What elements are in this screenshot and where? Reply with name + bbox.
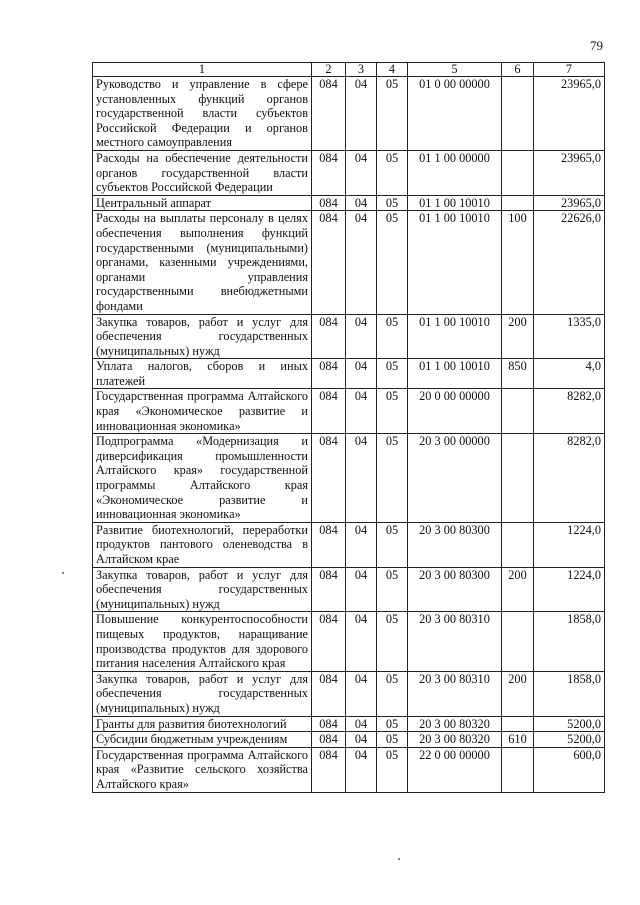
scan-speck: [398, 858, 400, 860]
row-name-cell: Гранты для развития биотехнологий: [93, 716, 312, 732]
table-row: [93, 195, 605, 211]
row-value-cell: 1858,0: [534, 612, 605, 671]
row-value-cell: [502, 77, 534, 151]
row-name-cell: Центральный аппарат: [93, 195, 312, 211]
row-value-cell: 084: [312, 567, 346, 612]
table-row: [93, 716, 605, 732]
row-value-cell: 084: [312, 747, 346, 792]
row-value-cell: 01 1 00 10010: [408, 211, 502, 314]
row-value-cell: 20 3 00 80320: [408, 732, 502, 748]
row-value-cell: 084: [312, 732, 346, 748]
row-value-cell: 084: [312, 314, 346, 359]
row-value-cell: 05: [377, 522, 408, 567]
table-row: [93, 732, 605, 748]
row-name-cell: Государственная программа Алтайского края «Экономическое развитие и инновационная экономика»: [93, 389, 312, 434]
row-value-cell: 04: [346, 434, 377, 523]
row-value-cell: 8282,0: [534, 434, 605, 523]
row-value-cell: 20 3 00 80310: [408, 612, 502, 671]
row-name-cell: Закупка товаров, работ и услуг для обеспечения государственных (муниципальных) нужд: [93, 314, 312, 359]
row-value-cell: 22 0 00 00000: [408, 747, 502, 792]
row-value-cell: 05: [377, 150, 408, 195]
row-value-cell: 01 1 00 10010: [408, 314, 502, 359]
row-value-cell: 04: [346, 314, 377, 359]
table-row: [93, 389, 605, 434]
row-value-cell: 20 3 00 80300: [408, 522, 502, 567]
row-value-cell: 8282,0: [534, 389, 605, 434]
row-value-cell: 100: [502, 211, 534, 314]
table-row: [93, 314, 605, 359]
column-header: 7: [534, 63, 605, 77]
row-value-cell: 04: [346, 389, 377, 434]
row-value-cell: 200: [502, 671, 534, 716]
row-value-cell: 084: [312, 716, 346, 732]
column-header: 6: [502, 63, 534, 77]
column-header: 1: [93, 63, 312, 77]
row-value-cell: 084: [312, 359, 346, 389]
row-value-cell: 20 3 00 80320: [408, 716, 502, 732]
row-value-cell: 084: [312, 434, 346, 523]
row-value-cell: 20 3 00 80300: [408, 567, 502, 612]
row-value-cell: 04: [346, 211, 377, 314]
row-value-cell: 05: [377, 314, 408, 359]
row-value-cell: 05: [377, 77, 408, 151]
row-name-cell: Подпрограмма «Модернизация и диверсификация промышленности Алтайского края» государственной программы Алтайского края «Экономическое развитие и инновационная экономика»: [93, 434, 312, 523]
row-value-cell: 1335,0: [534, 314, 605, 359]
row-value-cell: [502, 612, 534, 671]
row-value-cell: 1224,0: [534, 522, 605, 567]
row-name-cell: Развитие биотехнологий, переработки продуктов пантового оленеводства в Алтайском крае: [93, 522, 312, 567]
row-value-cell: 04: [346, 612, 377, 671]
row-value-cell: 200: [502, 314, 534, 359]
table-row: [93, 211, 605, 314]
row-value-cell: [502, 747, 534, 792]
row-value-cell: 1224,0: [534, 567, 605, 612]
row-value-cell: 4,0: [534, 359, 605, 389]
row-value-cell: 01 0 00 00000: [408, 77, 502, 151]
row-name-cell: Расходы на выплаты персоналу в целях обеспечения выполнения функций государственными (муниципальными) органами, казенными учреждениями, органами управления государственными внебюджетными фондами: [93, 211, 312, 314]
row-value-cell: 04: [346, 671, 377, 716]
row-value-cell: 20 0 00 00000: [408, 389, 502, 434]
row-name-cell: Расходы на обеспечение деятельности органов государственной власти субъектов Российской Федерации: [93, 150, 312, 195]
row-value-cell: 200: [502, 567, 534, 612]
row-value-cell: 1858,0: [534, 671, 605, 716]
table-row: [93, 522, 605, 567]
column-header: 4: [377, 63, 408, 77]
row-value-cell: 04: [346, 732, 377, 748]
scan-speck: [62, 572, 64, 574]
row-value-cell: 084: [312, 195, 346, 211]
page-number: 79: [590, 38, 603, 53]
row-value-cell: 23965,0: [534, 77, 605, 151]
row-value-cell: 04: [346, 747, 377, 792]
column-header: 5: [408, 63, 502, 77]
row-value-cell: 084: [312, 389, 346, 434]
row-value-cell: 01 1 00 10010: [408, 359, 502, 389]
row-value-cell: 05: [377, 211, 408, 314]
row-value-cell: 610: [502, 732, 534, 748]
row-value-cell: 084: [312, 211, 346, 314]
row-value-cell: 04: [346, 359, 377, 389]
table-row: [93, 747, 605, 792]
table-row: [93, 612, 605, 671]
row-name-cell: Закупка товаров, работ и услуг для обеспечения государственных (муниципальных) нужд: [93, 671, 312, 716]
row-value-cell: 084: [312, 150, 346, 195]
table-row: [93, 359, 605, 389]
row-value-cell: 05: [377, 359, 408, 389]
row-value-cell: 084: [312, 612, 346, 671]
row-value-cell: 04: [346, 522, 377, 567]
row-value-cell: 084: [312, 522, 346, 567]
row-value-cell: 04: [346, 150, 377, 195]
row-value-cell: 04: [346, 195, 377, 211]
table-row: [93, 671, 605, 716]
row-value-cell: [502, 150, 534, 195]
column-header: 3: [346, 63, 377, 77]
table-header-row: [93, 63, 605, 77]
table-row: [93, 150, 605, 195]
row-name-cell: Закупка товаров, работ и услуг для обеспечения государственных (муниципальных) нужд: [93, 567, 312, 612]
row-value-cell: 04: [346, 567, 377, 612]
row-value-cell: [502, 195, 534, 211]
row-value-cell: 23965,0: [534, 195, 605, 211]
row-value-cell: 850: [502, 359, 534, 389]
row-value-cell: 5200,0: [534, 732, 605, 748]
table-row: [93, 567, 605, 612]
row-name-cell: Руководство и управление в сфере установленных функций органов государственной власти субъектов Российской Федерации и органов местного самоуправления: [93, 77, 312, 151]
row-value-cell: 05: [377, 747, 408, 792]
row-value-cell: [502, 716, 534, 732]
row-value-cell: 05: [377, 671, 408, 716]
row-value-cell: 20 3 00 00000: [408, 434, 502, 523]
row-value-cell: 04: [346, 716, 377, 732]
row-name-cell: Уплата налогов, сборов и иных платежей: [93, 359, 312, 389]
budget-table: [92, 62, 605, 793]
row-value-cell: 05: [377, 389, 408, 434]
row-value-cell: [502, 522, 534, 567]
table-row: [93, 434, 605, 523]
row-value-cell: 084: [312, 671, 346, 716]
row-value-cell: 23965,0: [534, 150, 605, 195]
row-value-cell: 084: [312, 77, 346, 151]
row-value-cell: [502, 389, 534, 434]
row-value-cell: 05: [377, 195, 408, 211]
row-value-cell: 01 1 00 00000: [408, 150, 502, 195]
row-value-cell: [502, 434, 534, 523]
row-value-cell: 05: [377, 732, 408, 748]
row-name-cell: Повышение конкурентоспособности пищевых продуктов, наращивание производства продуктов для здорового питания населения Алтайского края: [93, 612, 312, 671]
row-value-cell: 05: [377, 612, 408, 671]
row-value-cell: 04: [346, 77, 377, 151]
row-value-cell: 05: [377, 716, 408, 732]
row-value-cell: 05: [377, 434, 408, 523]
table-row: [93, 77, 605, 151]
row-value-cell: 01 1 00 10010: [408, 195, 502, 211]
row-value-cell: 600,0: [534, 747, 605, 792]
row-name-cell: Субсидии бюджетным учреждениям: [93, 732, 312, 748]
row-value-cell: 22626,0: [534, 211, 605, 314]
row-value-cell: 05: [377, 567, 408, 612]
column-header: 2: [312, 63, 346, 77]
row-name-cell: Государственная программа Алтайского края «Развитие сельского хозяйства Алтайского края»: [93, 747, 312, 792]
row-value-cell: 5200,0: [534, 716, 605, 732]
row-value-cell: 20 3 00 80310: [408, 671, 502, 716]
